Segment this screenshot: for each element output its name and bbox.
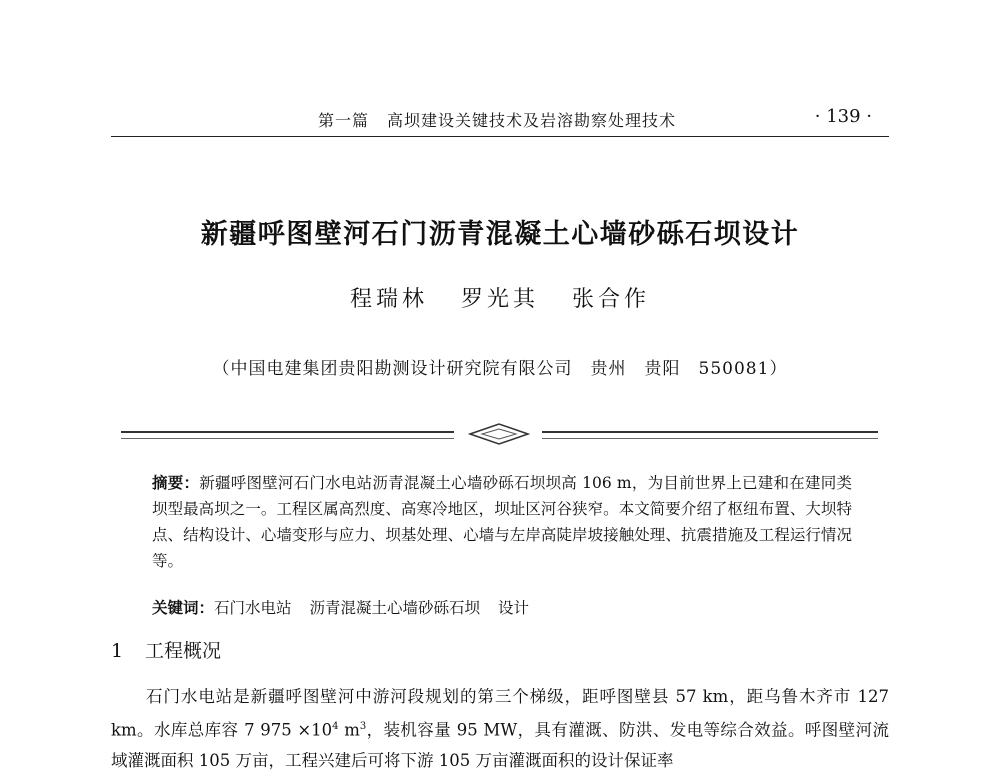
page-number: · 139 · [814,106,872,127]
body-paragraph [111,682,889,776]
author-name: 程瑞林 [349,287,428,312]
abstract-text: 新疆呼图壁河石门水电站沥青混凝土心墙砂砾石坝坝高 106 m，为目前世界上已建和在建同类坝型最高坝之一。工程区属高烈度、高寒冷地区，坝址区河谷狭窄。本文简要介绍了枢纽布置、大坝特点、结构设计、心墙变形与应力、坝基处理、心墙与左岸高陡岸坡接触处理、抗震措施及工程运行情况等。 [152,474,852,570]
abstract-label: 摘要： [152,474,200,492]
abstract [152,470,852,574]
section-number: 1 [111,640,124,662]
paper-title: 新疆呼图壁河石门沥青混凝土心墙砂砾石坝设计 [200,219,800,250]
keyword: 沥青混凝土心墙砂砾石坝 [309,599,481,617]
keywords [152,596,547,618]
body-text-part: ，装机容量 95 MW，具有灌溉、防洪、发电等综合效益。呼图壁河流域灌溉面积 105 万亩，工程兴建后可将下游 105 万亩灌溉面积的设计保证率 [111,720,889,770]
keyword: 设计 [498,599,530,617]
running-head-section: 高坝建设关键技术及岩溶勘察处理技术 [387,111,677,130]
ornament-rule-right [542,431,878,439]
author-name: 罗光其 [460,287,539,312]
keyword: 石门水电站 [214,599,292,617]
section-heading [111,636,221,663]
affiliation: （中国电建集团贵阳勘测设计研究院有限公司 贵州 贵阳 550081） [212,359,788,379]
author-name: 张合作 [572,287,651,312]
diamond-ornament-icon [468,422,530,446]
running-head [318,108,676,131]
section-title: 工程概况 [145,640,222,662]
ornament-rule-left [121,431,454,439]
author-list [0,282,1000,313]
body-text-part: 石门水电站是新疆呼图壁河中游河段规划的第三个梯级，距呼图壁县 57 km，距乌鲁木齐市 127 km。水库总库容 7 975 ×10 [111,687,889,740]
header-rule [111,136,889,137]
body-text-part: m [338,720,360,740]
running-head-part: 第一篇 [318,111,370,130]
keywords-label: 关键词： [152,599,215,617]
exponent: 3 [359,721,367,732]
exponent: 4 [332,721,339,732]
